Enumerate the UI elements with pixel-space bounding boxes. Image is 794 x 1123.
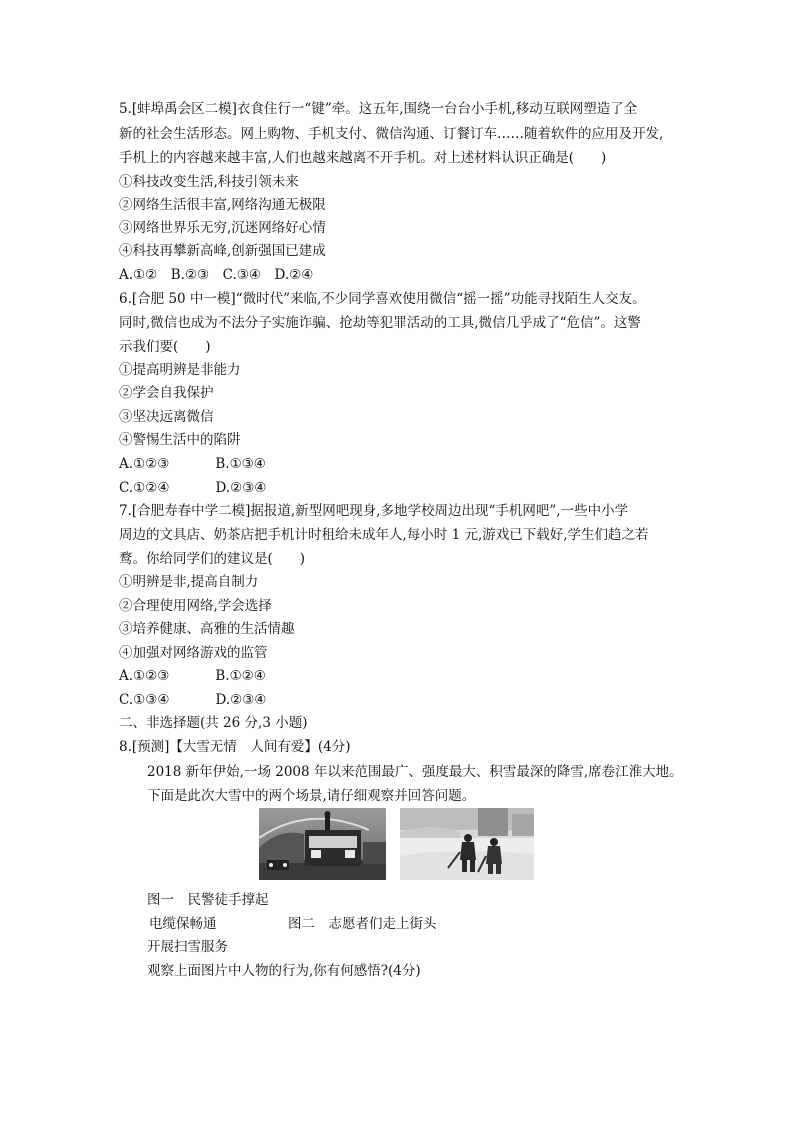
q7-option-b: B.①②④ — [215, 668, 266, 684]
q5-stem-line1: 5.[蚌埠禹会区二模]衣食住行一“键”牵。这五年,围绕一台台小手机,移动互联网塑造了全 — [119, 101, 638, 117]
q7-item-2: ②合理使用网络,学会选择 — [119, 598, 272, 614]
q7-option-d: D.②③④ — [215, 692, 267, 708]
q6-item-1: ①提高明辨是非能力 — [119, 362, 241, 378]
figure-1-photo — [259, 808, 386, 880]
q7-stem-line1: 7.[合肥寿春中学二模]据报道,新型网吧现身,多地学校周边出现“手机网吧”,一些中小学 — [119, 503, 629, 519]
q6-stem-line3: 示我们要( ) — [119, 339, 211, 355]
figure-2-caption-line1: 图二 志愿者们走上街头 — [288, 916, 437, 932]
q6-item-2: ②学会自我保护 — [119, 385, 214, 401]
q5-item-3: ③网络世界乐无穷,沉迷网络好心情 — [119, 220, 326, 236]
q7-item-3: ③培养健康、高雅的生活情趣 — [119, 621, 295, 637]
q7-options-row2 — [119, 690, 266, 710]
q5-stem-line3: 手机上的内容越来越丰富,人们也越来越离不开手机。对上述材料认识正确是( ) — [119, 150, 607, 166]
section-heading: 二、非选择题(共 26 分,3 小题) — [119, 715, 308, 731]
q6-item-3: ③坚决远离微信 — [119, 409, 214, 425]
q8-title: 8.[预测]【大雪无情 人间有爱】(4分) — [119, 739, 351, 755]
q5-item-4: ④科技再攀新高峰,创新强国已建成 — [119, 243, 326, 259]
q5-item-2: ②网络生活很丰富,网络沟通无极限 — [119, 197, 326, 213]
q6-option-a: A.①②③ — [119, 456, 170, 472]
q5-stem-line2: 新的社会生活形态。网上购物、手机支付、微信沟通、订餐订车……随着软件的应用及开发, — [119, 126, 664, 142]
q7-option-a: A.①②③ — [119, 668, 170, 684]
q7-stem-line2: 周边的文具店、奶茶店把手机计时租给未成年人,每小时 1 元,游戏已下载好,学生们趋之若 — [119, 527, 649, 543]
figure-1-caption-line2: 电缆保畅通 — [149, 916, 217, 932]
figure-1-caption-line1: 图一 民警徒手撑起 — [147, 892, 269, 908]
figure-2-photo — [400, 808, 534, 880]
q8-stem-line2: 下面是此次大雪中的两个场景,请仔细观察并回答问题。 — [147, 788, 476, 804]
q8-stem-line1: 2018 新年伊始,一场 2008 年以来范围最广、强度最大、积雪最深的降雪,席卷江淮大地。 — [147, 764, 683, 780]
q6-options-row2 — [119, 478, 266, 498]
q6-option-d: D.②③④ — [215, 480, 267, 496]
q7-item-1: ①明辨是非,提高自制力 — [119, 574, 259, 590]
q6-item-4: ④警惕生活中的陷阱 — [119, 432, 241, 448]
q6-stem-line2: 同时,微信也成为不法分子实施诈骗、抢劫等犯罪活动的工具,微信几乎成了“危信”。这警 — [119, 315, 641, 331]
q7-option-c: C.①③④ — [119, 692, 170, 708]
q6-options-row1 — [119, 454, 266, 474]
q7-item-4: ④加强对网络游戏的监管 — [119, 645, 268, 661]
q5-options: A.①② B.②③ C.③④ D.②④ — [119, 267, 314, 283]
figure-2-caption-line2: 开展扫雪服务 — [147, 939, 228, 955]
q6-stem-line1: 6.[合肥 50 中一模]“微时代”来临,不少同学喜欢使用微信“摇一摇”功能寻找陌生人交友。 — [119, 291, 646, 307]
q6-option-c: C.①②④ — [119, 480, 170, 496]
q5-item-1: ①科技改变生活,科技引领未来 — [119, 174, 299, 190]
q7-stem-line3: 鹜。你给同学们的建议是( ) — [119, 551, 306, 567]
q7-options-row1 — [119, 666, 266, 686]
q6-option-b: B.①③④ — [215, 456, 266, 472]
q8-question: 观察上面图片中人物的行为,你有何感悟?(4分) — [147, 963, 421, 979]
